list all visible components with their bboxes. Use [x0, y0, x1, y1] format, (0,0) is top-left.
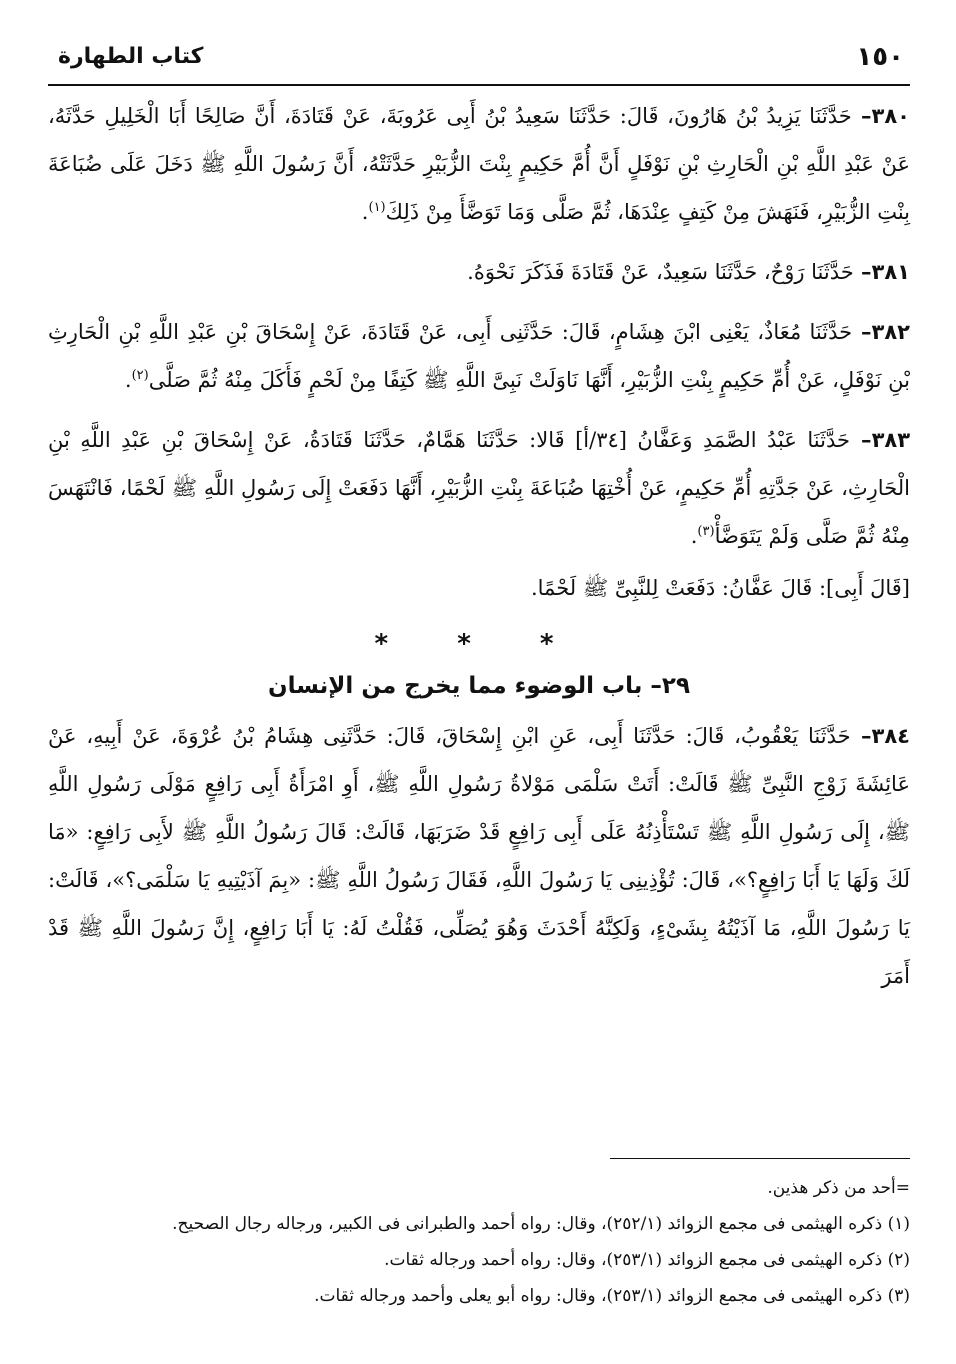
hadith-tail: .: [690, 524, 698, 548]
footnote-continuation: [48, 1170, 910, 1206]
hadith-382: [48, 308, 910, 404]
number-dash: –: [850, 723, 872, 748]
book-page: [48, 30, 910, 1340]
footnote-ref[interactable]: (٢): [131, 368, 149, 383]
hadith-tail: .: [361, 200, 369, 224]
hadith-number: ٣٨٣: [871, 428, 911, 452]
hadith-text: حَدَّثَنَا عَبْدُ الصَّمَدِ وَعَفَّانُ [٣٤/أ] قَالا: حَدَّثَنَا هَمَّامٌ، حَدَّثَنَا قَتَادَةُ، عَنْ إِسْحَاقَ بْنِ عَبْدِ اللَّهِ بْنِ الْحَارِثِ، عَنْ جَدَّتِهِ أُمِّ حَكِيمٍ، عَنْ أُخْتِهَا ضُبَاعَةَ بِنْتِ الزُّبَيْرِ، أَنَّهَا دَفَعَتْ إِلَى رَسُولِ اللَّهِ ﷺ لَحْمًا، فَانْتَهَسَ مِنْهُ ثُمَّ صَلَّى وَلَمْ يَتَوَضَّأْ: [48, 428, 910, 548]
book-title: كتاب الطهارة: [58, 44, 204, 69]
footnote-separator: [610, 1158, 910, 1159]
footnote-number: (١): [887, 1214, 910, 1234]
footnote-text: ذكره الهيثمى فى مجمع الزوائد (٢٥٢/١)، وقال: رواه أحمد والطبرانى فى الكبير، ورجاله رجال الصحيح.: [172, 1214, 883, 1234]
footnote-ref[interactable]: (١): [368, 200, 386, 215]
hadith-tail: .: [124, 368, 132, 392]
footnote-3: [48, 1278, 910, 1314]
footnotes: [48, 1170, 910, 1314]
footnote-number: (٢): [887, 1250, 910, 1270]
footnote-text: ذكره الهيثمى فى مجمع الزوائد (٢٥٣/١)، وقال: رواه أبو يعلى وأحمد ورجاله ثقات.: [314, 1286, 883, 1306]
section-divider-stars: * * *: [374, 629, 584, 659]
hadith-381: [48, 248, 910, 296]
hadith-number: ٣٨٢: [871, 320, 910, 344]
hadith-text: حَدَّثَنَا يَعْقُوبُ، قَالَ: حَدَّثَنَا أَبِى، عَنِ ابْنِ إِسْحَاقَ، قَالَ: حَدَّثَنِى هِشَامُ بْنُ عُرْوَةَ، عَنْ أَبِيهِ، عَنْ عَائِشَةَ زَوْجِ النَّبِىِّ ﷺ قَالَتْ: أَتَتْ سَلْمَى مَوْلاةُ رَسُولِ اللَّهِ ﷺ، أَوِ امْرَأَةُ أَبِى رَافِعٍ مَوْلَى رَسُولِ اللَّهِ ﷺ، إِلَى رَسُولِ اللَّهِ ﷺ تَسْتَأْذِنُهُ عَلَى أَبِى رَافِعٍ قَدْ ضَرَبَهَا، قَالَتْ: قَالَ رَسُولُ اللَّهِ ﷺ لأَبِى رَافِعٍ: «مَا لَكَ وَلَهَا يَا أَبَا رَافِعٍ؟»، قَالَ: تُؤْذِينِى يَا رَسُولَ اللَّهِ، فَقَالَ رَسُولُ اللَّهِ ﷺ: «بِمَ آذَيْتِيهِ يَا سَلْمَى؟»، قَالَتْ: يَا رَسُولَ اللَّهِ، مَا آذَيْتُهُ بِشَىْءٍ، وَلَكِنَّهُ أَحْدَثَ وَهُوَ يُصَلِّى، فَقُلْتُ لَهُ: يَا أَبَا رَافِعٍ، إِنَّ رَسُولَ اللَّهِ ﷺ قَدْ أَمَرَ: [48, 724, 910, 988]
hadith-383-note: [قَالَ أَبِى]: قَالَ عَفَّانُ: دَفَعَتْ لِلنَّبِىِّ ﷺ لَحْمًا.: [530, 576, 910, 600]
main-text: [48, 92, 910, 1000]
hadith-380: [48, 92, 910, 236]
hadith-text: حَدَّثَنَا يَزِيدُ بْنُ هَارُونَ، قَالَ: حَدَّثَنَا سَعِيدُ بْنُ أَبِى عَرُوبَةَ، عَنْ قَتَادَةَ، أَنَّ صَالِحًا أَبَا الْخَلِيلِ حَدَّثَهُ، عَنْ عَبْدِ اللَّهِ بْنِ الْحَارِثِ بْنِ نَوْفَلٍ أَنَّ أُمَّ حَكِيمٍ بِنْتَ الزُّبَيْرِ حَدَّثَتْهُ، أَنَّ رَسُولَ اللَّهِ ﷺ دَخَلَ عَلَى ضُبَاعَةَ بِنْتِ الزُّبَيْرِ، فَنَهَشَ مِنْ كَتِفٍ عِنْدَهَا، ثُمَّ صَلَّى وَمَا تَوَضَّأَ مِنْ ذَلِكَ: [48, 104, 910, 224]
number-dash: –: [853, 259, 872, 284]
chapter-heading: ٢٩– باب الوضوء مما يخرج من الإنسان: [268, 673, 690, 699]
number-dash: –: [851, 103, 872, 128]
hadith-number: ٣٨٤: [871, 724, 910, 748]
footnote-1: [48, 1206, 910, 1242]
footnote-number: (٣): [887, 1286, 910, 1306]
footnote-ref[interactable]: (٣): [697, 524, 715, 539]
hadith-number: ٣٨٠: [871, 104, 910, 128]
page-header: [48, 40, 910, 86]
number-dash: –: [849, 427, 872, 452]
number-dash: –: [852, 319, 872, 344]
hadith-text: حَدَّثَنَا رَوْحٌ، حَدَّثَنَا سَعِيدٌ، عَنْ قَتَادَةَ فَذَكَرَ نَحْوَهُ.: [467, 260, 854, 284]
hadith-text: حَدَّثَنَا مُعَاذٌ، يَعْنِى ابْنَ هِشَامٍ، قَالَ: حَدَّثَنِى أَبِى، عَنْ قَتَادَةَ، عَنْ إِسْحَاقَ بْنِ عَبْدِ اللَّهِ بْنِ الْحَارِثِ بْنِ نَوْفَلٍ، عَنْ أُمِّ حَكِيمٍ بِنْتِ الزُّبَيْرِ، أَنَّهَا نَاوَلَتْ نَبِىَّ اللَّهِ ﷺ كَتِفًا مِنْ لَحْمٍ فَأَكَلَ مِنْهُ ثُمَّ صَلَّى: [48, 320, 910, 392]
footnote-text: ذكره الهيثمى فى مجمع الزوائد (٢٥٣/١)، وقال: رواه أحمد ورجاله ثقات.: [384, 1250, 883, 1270]
hadith-383: [48, 416, 910, 560]
hadith-number: ٣٨١: [871, 260, 910, 284]
footnote-text: =أحد من ذكر هذين.: [767, 1178, 910, 1198]
footnote-2: [48, 1242, 910, 1278]
hadith-384: [48, 712, 910, 1000]
page-number: ١٥٠: [856, 42, 904, 72]
